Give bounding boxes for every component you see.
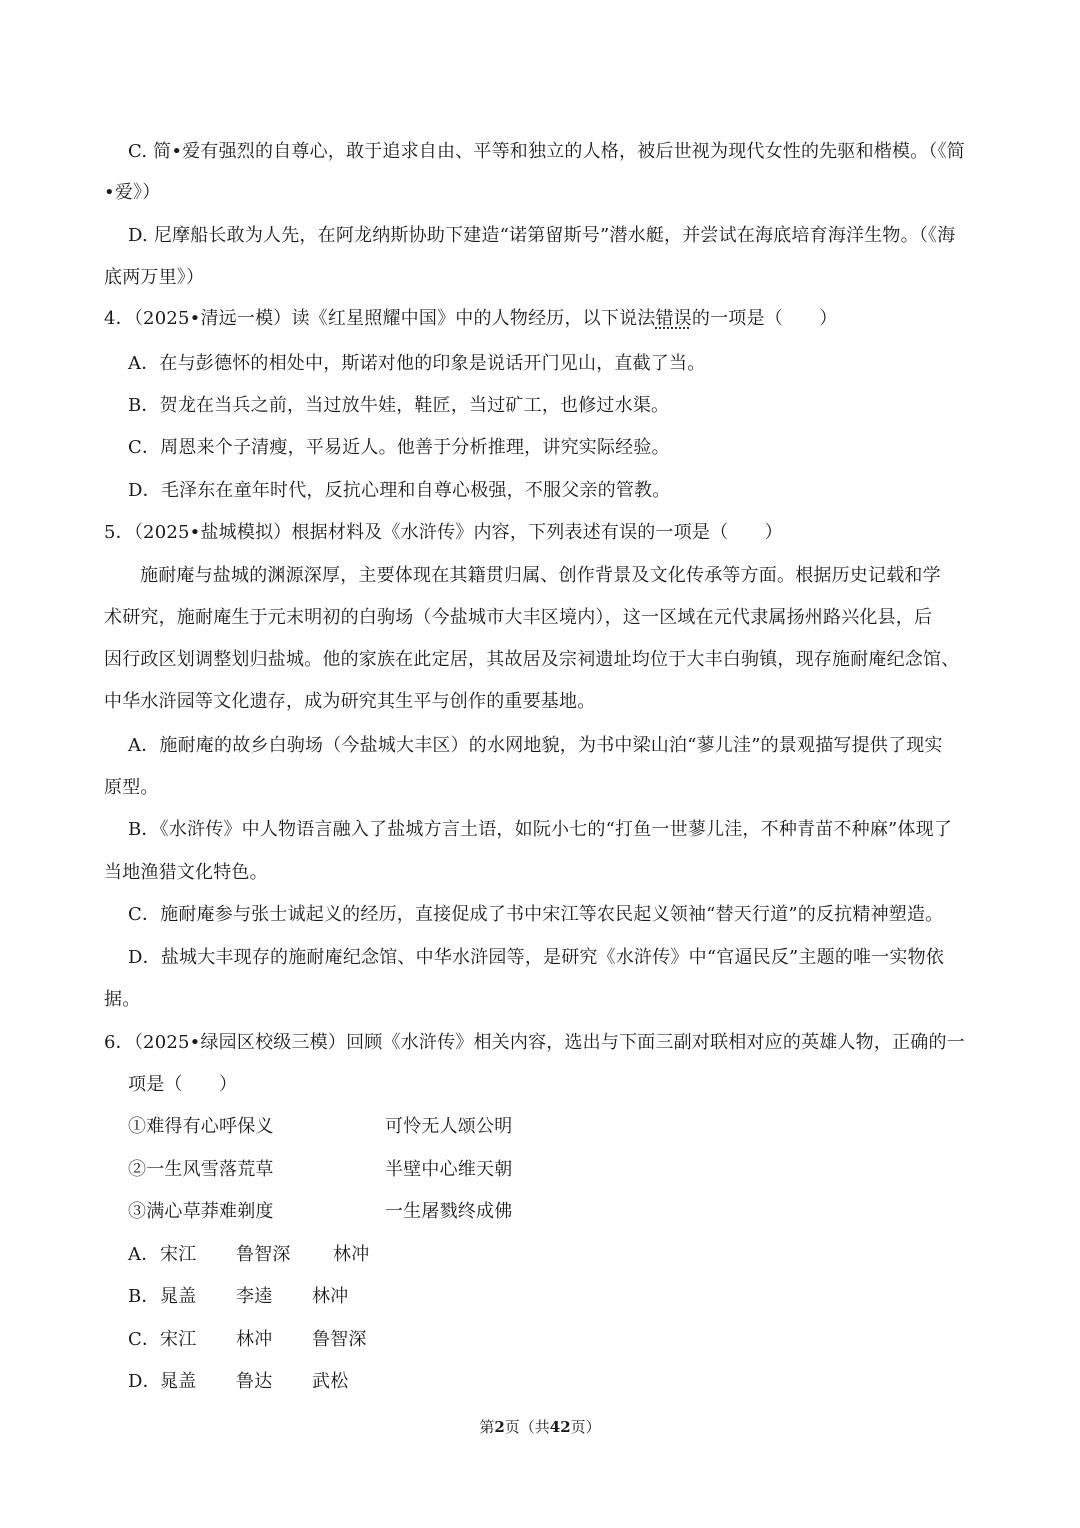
couplet-2-left: ②一生风雪落荒草 [128,1159,274,1180]
q4-stem-pre: 4．（2025•清远一模）读《红星照耀中国》中的人物经历，以下说法 [104,308,656,329]
q6-option-b-label: B． [128,1286,160,1307]
footer-mid: 页（共 [504,1418,550,1436]
footer-total-pages: 42 [549,1418,571,1436]
q6-option-d-name1: 晁盖 [160,1371,197,1392]
q5-stem: 5．（2025•盐城模拟）根据材料及《水浒传》内容，下列表述有误的一项是（ ） [104,522,783,543]
q5-option-b-line2: 当地渔猎文化特色。 [104,862,268,883]
couplet-2-right: 半壁中心维天朝 [385,1159,513,1180]
q3-option-d-line1: D. 尼摩船长敢为人先，在阿龙纳斯协助下建造“诺第留斯号”潜水艇，并尝试在海底培育海洋生物。（《海 [128,225,956,246]
q5-option-d-line2: 据。 [104,989,141,1010]
q6-option-b-name3: 林冲 [312,1286,349,1307]
q6-option-b-name1: 晁盖 [160,1286,197,1307]
q4-option-b: B．贺龙在当兵之前，当过放牛娃，鞋匠，当过矿工，也修过水渠。 [128,395,670,416]
q5-option-d-line1: D．盐城大丰现存的施耐庵纪念馆、中华水浒园等，是研究《水浒传》中“官逼民反”主题的唯一实物依 [128,947,945,968]
q6-option-d-label: D． [128,1371,161,1392]
q6-option-a-name2: 鲁智深 [236,1244,291,1265]
q6-option-a-label: A． [128,1244,160,1265]
q6-option-a-name3: 林冲 [333,1244,370,1265]
q4-option-a: A．在与彭德怀的相处中，斯诺对他的印象是说话开门见山，直截了当。 [128,353,706,374]
q4-stem-emphasis: 错误 [655,308,692,329]
q5-option-a-line1: A．施耐庵的故乡白驹场（今盐城大丰区）的水网地貌，为书中梁山泊“蓼儿洼”的景观描写提供了现实 [128,735,943,756]
q6-option-d-name2: 鲁达 [236,1371,273,1392]
q4-option-d: D．毛泽东在童年时代，反抗心理和自尊心极强，不服父亲的管教。 [128,480,671,501]
q6-option-c-name1: 宋江 [160,1329,197,1350]
q3-option-c-line2: •爱》） [104,182,161,203]
couplet-1-left: ①难得有心呼保义 [128,1116,274,1137]
q4-option-c: C．周恩来个子清瘦，平易近人。他善于分析推理，讲究实际经验。 [128,437,670,458]
footer-suffix: 页） [570,1418,601,1436]
q5-material-line3: 因行政区划调整划归盐城。他的家族在此定居，其故居及宗祠遗址均位于大丰白驹镇，现存施耐庵纪念馆、 [104,649,960,670]
q6-option-c-label: C． [128,1329,161,1350]
q6-option-c-name3: 鲁智深 [312,1329,367,1350]
q5-option-a-line2: 原型。 [104,777,159,798]
q3-option-c-line1: C. 简•爱有强烈的自尊心，敢于追求自由、平等和独立的人格，被后世视为现代女性的先驱和楷模。（《简 [128,141,965,162]
q5-material-line1: 施耐庵与盐城的渊源深厚，主要体现在其籍贯归属、创作背景及文化传承等方面。根据历史记载和学 [140,565,941,586]
couplet-3-left: ③满心草莽难剃度 [128,1201,274,1222]
q6-option-c-name2: 林冲 [236,1329,273,1350]
page-footer [0,1416,1080,1438]
couplet-3-right: 一生屠戮终成佛 [385,1201,513,1222]
q4-stem [104,307,838,331]
q6-option-b-name2: 李逵 [236,1286,273,1307]
q6-option-d-name3: 武松 [312,1371,349,1392]
footer-prefix: 第 [479,1418,495,1436]
q5-option-b-line1: B．《水浒传》中人物语言融入了盐城方言土语，如阮小七的“打鱼一世蓼儿洼，不种青苗不种麻”体现了 [128,819,953,840]
q6-stem-line1: 6．（2025•绿园区校级三模）回顾《水浒传》相关内容，选出与下面三副对联相对应的英雄人物，正确的一 [104,1032,965,1053]
couplet-1-right: 可怜无人颂公明 [385,1116,513,1137]
q4-stem-post: 的一项是（ ） [691,308,838,329]
q6-stem-line2: 项是（ ） [128,1074,238,1095]
q5-material-line2: 术研究，施耐庵生于元末明初的白驹场（今盐城市大丰区境内），这一区域在元代隶属扬州路兴化县，后 [104,607,933,628]
footer-page-number: 2 [494,1418,505,1436]
q6-option-a-name1: 宋江 [160,1244,197,1265]
q5-material-line4: 中华水浒园等文化遗存，成为研究其生平与创作的重要基地。 [104,691,596,712]
q3-option-d-line2: 底两万里》） [104,267,205,288]
q5-option-c: C．施耐庵参与张士诚起义的经历，直接促成了书中宋江等农民起义领袖“替天行道”的反抗精神塑造。 [128,904,944,925]
